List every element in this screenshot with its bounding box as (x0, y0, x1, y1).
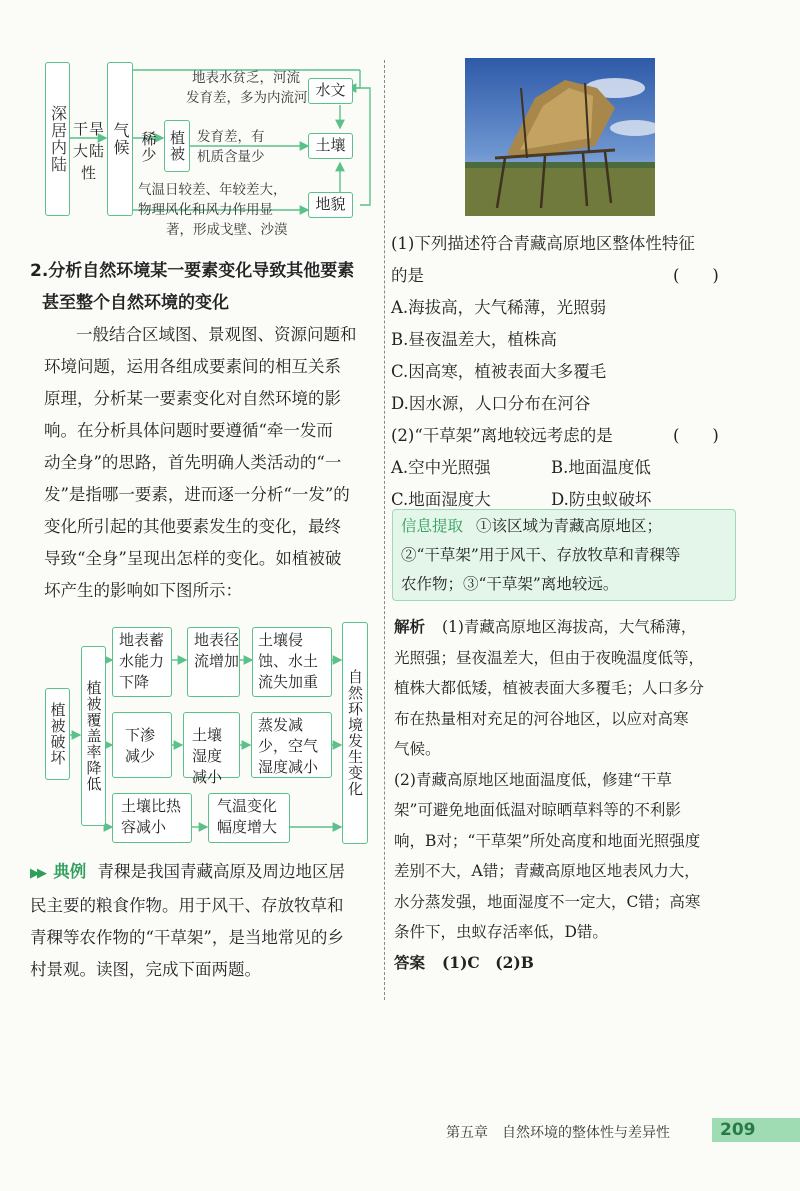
result-label: 自然环境发生变化 (346, 669, 364, 797)
analysis-line: 条件下，虫蚁存活率低，D错。 (394, 923, 608, 941)
analysis-line: 水分蒸发强，地面湿度不一定大，C错；高寒 (394, 892, 701, 911)
landform-text-1: 气温日较差、年较差大， (138, 182, 287, 198)
landform-label: 地貌 (315, 195, 346, 213)
cover-label: 植被覆盖率降低 (84, 680, 103, 792)
q2-option-a[interactable]: A.空中光照强 (391, 458, 491, 477)
column-divider (384, 60, 385, 1000)
q1-stem-1: (1)下列描述符合青藏高原地区整体性特征 (391, 234, 695, 253)
vegetation-label: 植被 (168, 130, 186, 162)
box-soil-erosion (252, 627, 332, 697)
example-line: 村景观。读图，完成下面两题。 (30, 960, 261, 979)
storage-decline-label: 地表蓄水能力下降 (119, 631, 165, 691)
para-line: 动全身”的思路，首先明确人类活动的“一 (44, 453, 342, 472)
info-extraction-box (392, 509, 736, 601)
cover-box (81, 646, 106, 826)
sparse-label: 稀少 (139, 131, 158, 163)
region-label: 深居内陆 (48, 105, 68, 173)
analysis-line: (2)青藏高原地区地面温度低，修建“干草 (394, 770, 672, 789)
heading-line-1: 2.分析自然环境某一要素变化导致其他要素 (30, 261, 355, 281)
result-box (342, 622, 368, 844)
q2-option-d[interactable]: D.防虫蚁破坏 (551, 490, 652, 509)
para-line: 坏产生的影响如下图所示： (44, 581, 242, 600)
soil-erosion-label: 土壤侵蚀、水土流失加重 (258, 631, 319, 691)
soil-text-1: 发育差，有 (197, 129, 265, 145)
para-line: 响。在分析具体问题时要遵循“牵一发而 (44, 421, 333, 440)
infiltration-label: 下渗减少 (125, 726, 156, 765)
box-infiltration (112, 712, 172, 778)
info-line: 农作物；③“干草架”离地较远。 (401, 575, 619, 593)
answer-text: (1)C (2)B (441, 952, 534, 972)
example-tag: 典例 (53, 862, 87, 881)
landform-text-2: 物理风化和风力作用显 (138, 202, 273, 218)
example-line: 民主要的粮食作物。用于风干、存放牧草和 (30, 896, 344, 915)
box-runoff-increase (187, 627, 240, 697)
para-line: 环境问题，运用各组成要素间的相互关系 (44, 357, 341, 376)
q2-stem: (2)“干草架”离地较远考虑的是 (391, 426, 613, 445)
hydrology-label: 水文 (315, 81, 346, 99)
analysis-block (394, 612, 739, 978)
q1-option-a[interactable]: A.海拔高，大气稀薄，光照弱 (391, 298, 607, 317)
q1-option-c[interactable]: C.因高寒，植被表面大多覆毛 (391, 362, 607, 381)
destruction-box (45, 688, 70, 780)
example-line: 青稞是我国青藏高原及周边地区居 (97, 862, 345, 881)
para-line: 变化所引起的其他要素发生的变化，最终 (44, 517, 341, 536)
analysis-label: 解析 (394, 618, 426, 636)
analysis-line: 气候。 (394, 740, 441, 758)
para-line: 导致“全身”呈现出怎样的变化。如植被破 (44, 549, 342, 568)
landform-text-3: 著，形成戈壁、沙漠 (166, 222, 288, 238)
hay-rack-photo (465, 58, 655, 216)
temp-range-label: 气温变化幅度增大 (217, 797, 278, 836)
hydro-text-2: 发育差，多为内流河 (186, 90, 308, 106)
climate-label: 气候 (111, 122, 130, 156)
example-block (30, 856, 380, 986)
analysis-line: 架”可避免地面低温对晾晒草料等的不利影 (394, 801, 681, 819)
analysis-line: 光照强；昼夜温差大，但由于夜晚温度低等， (394, 648, 705, 667)
box-specific-heat (112, 793, 192, 843)
dry-continental-label: 干旱大陆性 (72, 120, 105, 182)
info-line: ①该区域为青藏高原地区； (475, 517, 662, 535)
hydro-text-1: 地表水贫乏，河流 (192, 70, 300, 86)
example-arrow-icon: ▶▶ (30, 866, 44, 881)
info-line: ②“干草架”用于风干、存放牧草和青稞等 (401, 546, 681, 564)
evaporation-label: 蒸发减少，空气湿度减小 (258, 716, 319, 776)
footer-chapter: 第五章 自然环境的整体性与差异性 (446, 1125, 670, 1141)
answer-label: 答案 (394, 953, 426, 972)
analysis-line: 响，B对；“干草架”所处高度和地面光照强度 (394, 831, 701, 850)
page-number: 209 (712, 1118, 800, 1142)
analysis-line: 植株大都低矮，植被表面大多覆毛；人口多分 (394, 679, 705, 697)
q1-answer-paren: ( ) (673, 266, 719, 285)
soil-moisture-label: 土壤湿度减小 (192, 726, 223, 786)
para-line: 发”是指哪一要素，进而逐一分析“一发”的 (44, 485, 350, 504)
analysis-line: 布在热量相对充足的河谷地区，以应对高寒 (394, 709, 689, 728)
q1-option-d[interactable]: D.因水源，人口分布在河谷 (391, 394, 591, 413)
q1-option-b[interactable]: B.昼夜温差大，植株高 (391, 330, 557, 349)
para-line: 一般结合区域图、景观图、资源问题和 (76, 325, 357, 344)
soil-text-2: 机质含量少 (197, 149, 265, 165)
destruction-label: 植被破坏 (48, 702, 67, 766)
q2-option-c[interactable]: C.地面湿度大 (391, 490, 491, 509)
box-storage-decline (112, 627, 172, 697)
runoff-increase-label: 地表径流增加 (194, 631, 240, 670)
q2-answer-paren: ( ) (673, 426, 719, 445)
box-temp-range (208, 793, 290, 843)
q2-option-b[interactable]: B.地面温度低 (551, 458, 651, 477)
q1-stem-2: 的是 (391, 266, 424, 285)
soil-label: 土壤 (315, 136, 346, 154)
box-evaporation (251, 712, 332, 778)
box-soil-moisture (183, 712, 240, 786)
specific-heat-label: 土壤比热容减小 (121, 797, 182, 836)
example-line: 青稞等农作物的“干草架”，是当地常见的乡 (30, 928, 344, 947)
para-line: 原理，分析某一要素变化对自然环境的影 (44, 389, 341, 408)
question-1 (391, 228, 736, 516)
info-label: 信息提取 (401, 517, 464, 535)
analysis-line: (1)青藏高原地区海拔高，大气稀薄， (441, 618, 697, 636)
heading-line-2: 甚至整个自然环境的变化 (42, 293, 229, 313)
analysis-line: 差别不大，A错；青藏高原地区地表风力大， (394, 862, 700, 880)
